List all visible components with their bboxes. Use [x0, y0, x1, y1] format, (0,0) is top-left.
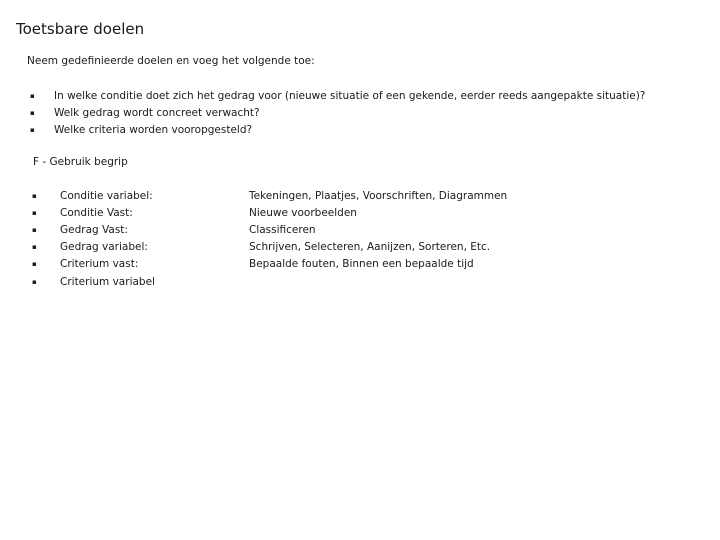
criteria-label: Criterium variabel: [60, 275, 155, 288]
list-item: [30, 121, 645, 138]
list-item: [30, 104, 645, 121]
list-item: [32, 221, 507, 238]
page-title: Toetsbare doelen: [16, 20, 145, 38]
question-text: Welk gedrag wordt concreet verwacht?: [54, 106, 260, 119]
list-item: [30, 87, 645, 104]
criteria-label: Gedrag variabel:: [60, 241, 148, 254]
list-item: [32, 187, 507, 204]
criteria-label: Criterium vast:: [60, 258, 139, 271]
criteria-value: Nieuwe voorbeelden: [249, 206, 357, 219]
list-item: [32, 204, 507, 221]
criteria-label: Gedrag Vast:: [60, 223, 128, 236]
list-item: [32, 256, 507, 273]
bullet-icon: ▪: [32, 225, 37, 234]
bullet-icon: ▪: [32, 260, 37, 269]
bullet-icon: ▪: [32, 277, 37, 286]
list-item: [32, 239, 507, 256]
criteria-value: Classificeren: [249, 223, 316, 236]
list-item: [32, 273, 507, 290]
question-text: In welke conditie doet zich het gedrag voor (nieuwe situatie of een gekende, eerder reeds aangepakte situatie)?: [54, 89, 646, 102]
intro-text: Neem gedefinieerde doelen en voeg het volgende toe:: [27, 55, 315, 67]
section-heading: F - Gebruik begrip: [33, 156, 128, 168]
bullet-icon: ▪: [32, 243, 37, 252]
criteria-list: [32, 187, 507, 290]
bullet-icon: ▪: [30, 125, 35, 134]
bullet-icon: ▪: [30, 108, 35, 117]
question-list: [30, 87, 645, 138]
bullet-icon: ▪: [32, 191, 37, 200]
criteria-label: Conditie variabel:: [60, 189, 153, 202]
question-text: Welke criteria worden vooropgesteld?: [54, 123, 253, 136]
criteria-value: Tekeningen, Plaatjes, Voorschriften, Diagrammen: [249, 189, 508, 202]
criteria-value: Schrijven, Selecteren, Aanijzen, Sorteren, Etc.: [249, 241, 491, 254]
criteria-label: Conditie Vast:: [60, 206, 133, 219]
bullet-icon: ▪: [32, 208, 37, 217]
criteria-value: Bepaalde fouten, Binnen een bepaalde tijd: [249, 258, 474, 271]
bullet-icon: ▪: [30, 91, 35, 100]
